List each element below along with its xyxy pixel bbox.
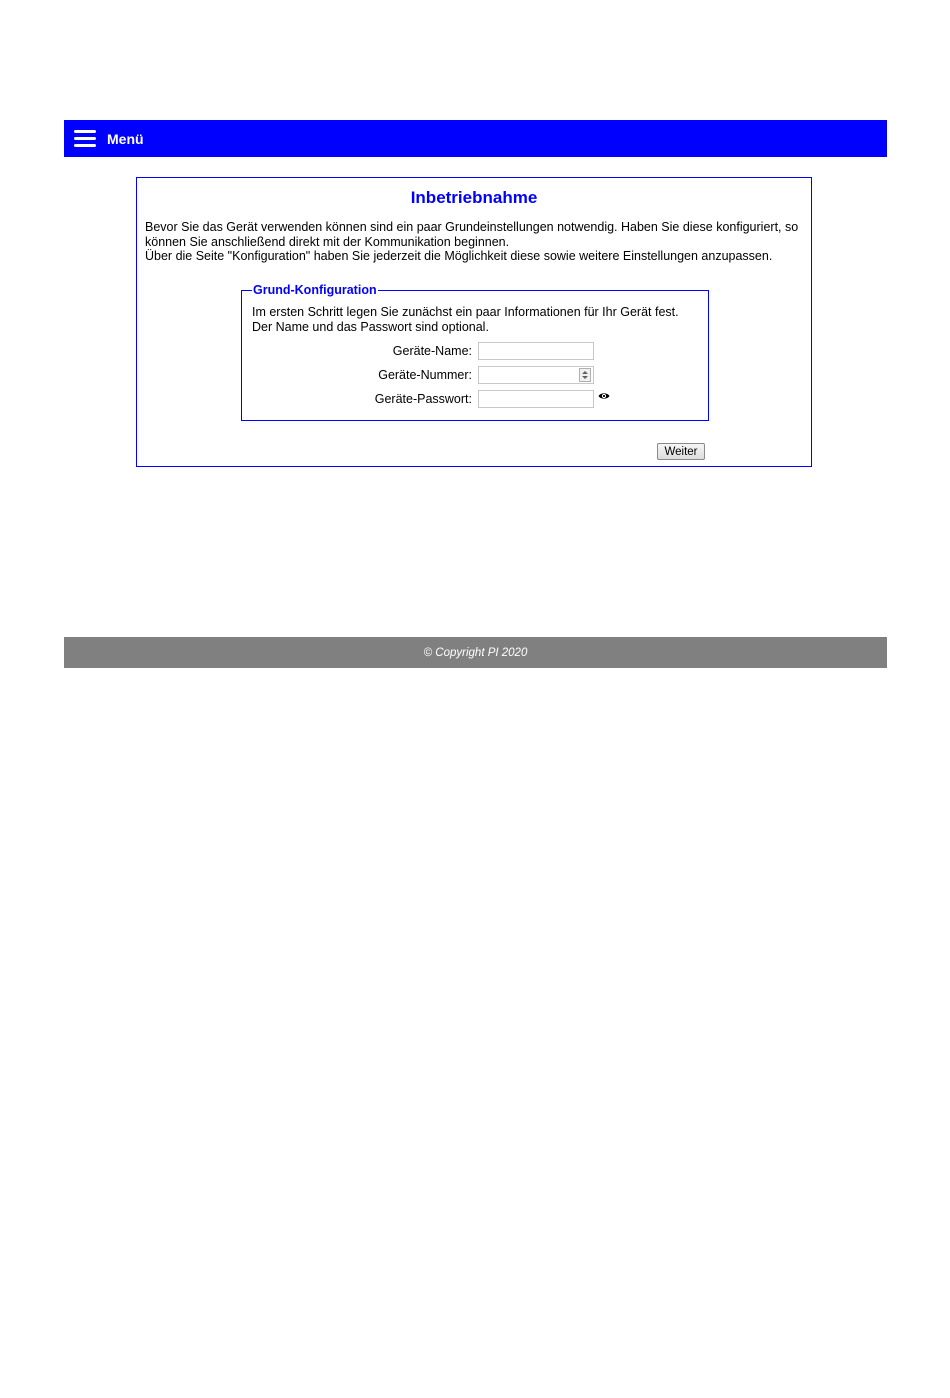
spinner-up-icon[interactable] bbox=[582, 371, 588, 374]
menu-label[interactable]: Menü bbox=[107, 130, 144, 147]
menu-bar[interactable] bbox=[64, 120, 887, 157]
device-password-input[interactable] bbox=[478, 390, 594, 408]
fieldset-intro bbox=[252, 305, 707, 335]
number-spinner[interactable] bbox=[579, 368, 591, 382]
device-number-row bbox=[242, 366, 708, 384]
eye-icon[interactable] bbox=[598, 391, 610, 401]
device-password-row bbox=[242, 390, 708, 408]
intro-paragraph-1: Bevor Sie das Gerät verwenden können sind ein paar Grundeinstellungen notwendig. Haben Sie diese konfiguriert, so können Sie anschließend direkt mit der Kommunikation beginnen. bbox=[145, 220, 799, 249]
page-title: Inbetriebnahme bbox=[410, 188, 538, 207]
hamburger-icon[interactable] bbox=[74, 129, 96, 148]
intro-paragraph-2: Über die Seite "Konfiguration" haben Sie jederzeit die Möglichkeit diese sowie weitere Einstellungen anzupassen. bbox=[145, 249, 773, 263]
fieldset-legend: Grund-Konfiguration bbox=[253, 283, 377, 297]
setup-card bbox=[136, 177, 812, 467]
footer bbox=[64, 637, 887, 668]
copyright-text: © Copyright PI 2020 bbox=[423, 646, 528, 659]
spinner-down-icon[interactable] bbox=[582, 376, 588, 379]
intro-text bbox=[145, 220, 810, 264]
device-number-label: Geräte-Nummer: bbox=[378, 368, 472, 382]
device-password-label: Geräte-Passwort: bbox=[374, 392, 472, 406]
device-name-label: Geräte-Name: bbox=[392, 344, 472, 358]
device-name-input[interactable] bbox=[478, 342, 594, 360]
fieldset-intro-line-2: Der Name und das Passwort sind optional. bbox=[252, 320, 489, 334]
fieldset-intro-line-1: Im ersten Schritt legen Sie zunächst ein paar Informationen für Ihr Gerät fest. bbox=[252, 305, 679, 319]
device-number-input[interactable] bbox=[478, 366, 594, 384]
basic-config-fieldset bbox=[241, 283, 709, 421]
device-name-row bbox=[242, 342, 708, 360]
next-button[interactable]: Weiter bbox=[657, 443, 705, 460]
